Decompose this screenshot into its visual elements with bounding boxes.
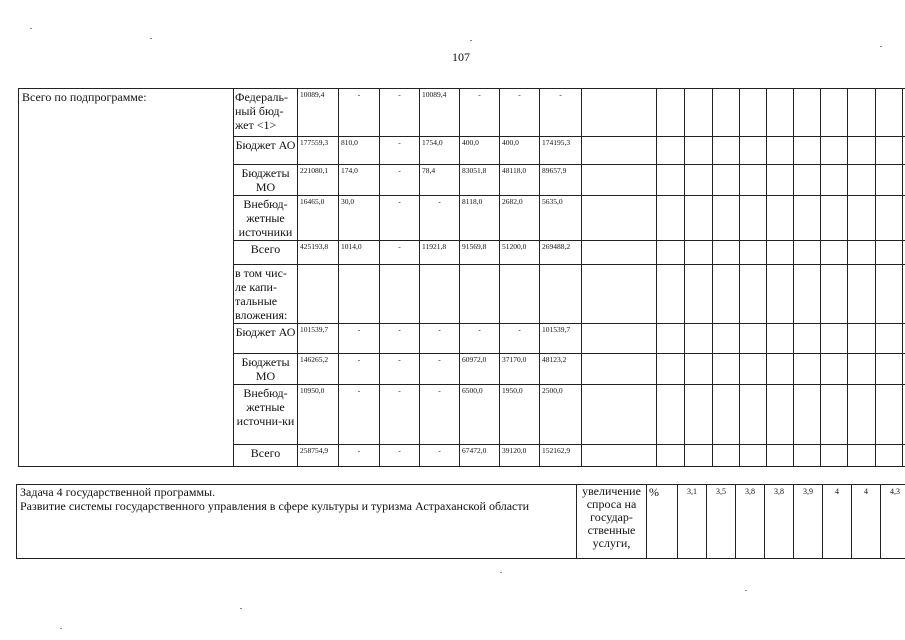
empty-cell <box>685 324 713 354</box>
value-cell <box>540 385 582 445</box>
funding-value: - <box>398 166 401 175</box>
funding-source-cell <box>234 265 298 324</box>
funding-value: - <box>398 386 401 395</box>
task-description: Развитие системы государственного управления в сфере культуры и туризма Астраханской области <box>20 499 530 513</box>
empty-cell <box>848 137 876 165</box>
empty-cell <box>821 385 848 445</box>
empty-cell <box>848 385 876 445</box>
scan-speck <box>60 628 62 629</box>
empty-cell <box>848 196 876 241</box>
value-cell <box>420 137 460 165</box>
empty-cell <box>582 89 657 137</box>
value-cell <box>298 385 339 445</box>
empty-cell <box>848 165 876 196</box>
empty-cell <box>582 324 657 354</box>
funding-source: Бюджеты МО <box>241 355 290 383</box>
empty-cell <box>740 137 767 165</box>
subprogram-label-cell <box>19 89 234 467</box>
empty-cell <box>821 196 848 241</box>
funding-value: - <box>518 90 521 99</box>
empty-cell <box>876 196 903 241</box>
funding-value: - <box>357 446 361 455</box>
empty-cell <box>657 354 685 385</box>
funding-value: 16465,0 <box>300 197 325 206</box>
page-number: 107 <box>452 50 470 64</box>
empty-cell <box>821 265 848 324</box>
funding-source-cell <box>234 445 298 467</box>
funding-value: - <box>478 90 481 99</box>
value-cell <box>420 324 460 354</box>
value-cell <box>540 445 582 467</box>
empty-cell <box>767 265 794 324</box>
funding-value <box>500 265 539 267</box>
funding-source-cell <box>234 324 298 354</box>
empty-cell <box>794 196 821 241</box>
value-cell <box>420 241 460 265</box>
funding-value <box>380 265 419 267</box>
value-cell <box>460 324 500 354</box>
value-cell <box>500 241 540 265</box>
value-cell <box>420 385 460 445</box>
empty-cell <box>582 265 657 324</box>
value-cell <box>540 89 582 137</box>
value-cell <box>380 89 420 137</box>
empty-cell <box>767 324 794 354</box>
value-cell <box>420 354 460 385</box>
empty-cell <box>821 324 848 354</box>
task-title: Задача 4 государственной программы. <box>20 485 216 499</box>
task-value-cell <box>881 485 905 559</box>
funding-value: - <box>398 325 401 334</box>
empty-cell <box>876 165 903 196</box>
value-cell <box>298 354 339 385</box>
funding-value: 39120,0 <box>502 446 527 455</box>
task-value: 4 <box>864 487 868 496</box>
task-value: 3,9 <box>803 487 813 496</box>
value-cell <box>540 137 582 165</box>
task-value: 3,8 <box>774 487 784 496</box>
empty-cell <box>685 196 713 241</box>
empty-cell <box>794 241 821 265</box>
funding-value: - <box>357 386 361 395</box>
funding-value: 174,0 <box>341 166 358 175</box>
task-cell <box>17 485 577 559</box>
scan-speck <box>150 38 152 39</box>
funding-value: 174195,3 <box>542 138 571 147</box>
funding-value: - <box>357 90 361 99</box>
value-cell <box>420 196 460 241</box>
funding-value: 48123,2 <box>542 355 567 364</box>
value-cell <box>500 385 540 445</box>
value-cell <box>540 241 582 265</box>
value-cell <box>420 265 460 324</box>
funding-value: 2500,0 <box>542 386 563 395</box>
empty-cell <box>767 196 794 241</box>
value-cell <box>339 196 380 241</box>
empty-cell <box>582 241 657 265</box>
value-cell <box>298 165 339 196</box>
value-cell <box>380 196 420 241</box>
value-cell <box>500 265 540 324</box>
empty-cell <box>821 165 848 196</box>
task-value: 3,1 <box>687 487 697 496</box>
value-cell <box>380 165 420 196</box>
funding-value: 1950,0 <box>502 386 523 395</box>
funding-value: 425193,8 <box>300 242 329 251</box>
empty-cell <box>876 241 903 265</box>
value-cell <box>540 324 582 354</box>
empty-cell <box>685 265 713 324</box>
funding-source: Внебюд-жетные источники <box>238 197 293 239</box>
task-indicator: увеличение спроса на государ-ственные услуги, <box>582 484 641 550</box>
empty-cell <box>740 354 767 385</box>
funding-value: - <box>438 197 441 206</box>
empty-cell <box>876 89 903 137</box>
empty-cell <box>767 385 794 445</box>
empty-cell <box>767 165 794 196</box>
funding-value: 11921,8 <box>422 242 447 251</box>
empty-cell <box>794 137 821 165</box>
funding-value: 30,0 <box>341 197 355 206</box>
value-cell <box>380 137 420 165</box>
empty-cell <box>848 89 876 137</box>
empty-cell <box>848 445 876 467</box>
empty-cell <box>657 137 685 165</box>
empty-cell <box>740 241 767 265</box>
funding-value <box>540 265 581 267</box>
empty-cell <box>876 385 903 445</box>
empty-cell <box>657 324 685 354</box>
value-cell <box>540 196 582 241</box>
value-cell <box>460 354 500 385</box>
funding-source-cell <box>234 89 298 137</box>
value-cell <box>339 89 380 137</box>
empty-cell <box>821 354 848 385</box>
empty-cell <box>821 241 848 265</box>
empty-cell <box>582 445 657 467</box>
funding-value: 146265,2 <box>300 355 329 364</box>
funding-value: 83051,8 <box>462 166 487 175</box>
funding-source: Внебюд-жетные источни-ки <box>236 386 295 428</box>
empty-cell <box>582 385 657 445</box>
funding-value: - <box>478 325 481 334</box>
empty-cell <box>767 445 794 467</box>
scan-speck <box>30 28 32 29</box>
funding-source: Всего <box>250 242 281 256</box>
value-cell <box>298 265 339 324</box>
empty-cell <box>685 241 713 265</box>
value-cell <box>460 445 500 467</box>
empty-cell <box>794 165 821 196</box>
empty-cell <box>821 445 848 467</box>
task-value-cell <box>707 485 736 559</box>
value-cell <box>339 265 380 324</box>
value-cell <box>339 445 380 467</box>
task-value-cell <box>765 485 794 559</box>
value-cell <box>339 241 380 265</box>
funding-source: Бюджет АО <box>235 325 296 339</box>
value-cell <box>500 324 540 354</box>
funding-source: Всего <box>250 446 281 460</box>
value-cell <box>500 89 540 137</box>
funding-source: Бюджет АО <box>235 138 296 152</box>
value-cell <box>339 354 380 385</box>
empty-cell <box>767 137 794 165</box>
value-cell <box>298 241 339 265</box>
empty-cell <box>876 445 903 467</box>
table-row <box>19 89 905 137</box>
empty-cell <box>794 385 821 445</box>
empty-cell <box>848 324 876 354</box>
empty-cell <box>767 354 794 385</box>
empty-cell <box>713 445 740 467</box>
value-cell <box>380 324 420 354</box>
funding-value: - <box>438 325 441 334</box>
value-cell <box>460 89 500 137</box>
funding-value: 78,4 <box>422 166 436 175</box>
empty-cell <box>740 165 767 196</box>
funding-value: 221080,1 <box>300 166 329 175</box>
empty-cell <box>821 89 848 137</box>
empty-cell <box>657 165 685 196</box>
empty-cell <box>740 445 767 467</box>
funding-value: 10089,4 <box>300 90 325 99</box>
empty-cell <box>713 89 740 137</box>
empty-cell <box>740 89 767 137</box>
empty-cell <box>848 265 876 324</box>
funding-value: - <box>357 325 361 334</box>
value-cell <box>298 445 339 467</box>
funding-value: 101539,7 <box>300 325 329 334</box>
funding-value: - <box>518 325 521 334</box>
empty-cell <box>657 89 685 137</box>
empty-cell <box>713 165 740 196</box>
task-4-table <box>16 484 905 559</box>
empty-cell <box>685 137 713 165</box>
funding-value: 177559,3 <box>300 138 329 147</box>
funding-value: - <box>398 242 401 251</box>
empty-cell <box>848 354 876 385</box>
funding-value: 6500,0 <box>462 386 483 395</box>
funding-source-cell <box>234 196 298 241</box>
value-cell <box>339 324 380 354</box>
subprogram-label: Всего по подпрограмме: <box>22 90 147 104</box>
empty-cell <box>876 324 903 354</box>
funding-value: 10089,4 <box>422 90 447 99</box>
empty-cell <box>740 196 767 241</box>
empty-cell <box>767 241 794 265</box>
value-cell <box>298 137 339 165</box>
subprogram-funding-table <box>18 88 905 467</box>
value-cell <box>298 89 339 137</box>
funding-value: 48118,0 <box>502 166 527 175</box>
funding-source: Федераль-ный бюд-жет <1> <box>235 90 288 132</box>
funding-value: - <box>357 355 361 364</box>
value-cell <box>380 385 420 445</box>
empty-cell <box>713 324 740 354</box>
empty-cell <box>794 265 821 324</box>
value-cell <box>420 89 460 137</box>
funding-value: 400,0 <box>462 138 479 147</box>
funding-value <box>339 265 379 267</box>
empty-cell <box>876 137 903 165</box>
value-cell <box>460 196 500 241</box>
value-cell <box>339 137 380 165</box>
funding-value: 5635,0 <box>542 197 563 206</box>
funding-value: - <box>438 386 441 395</box>
unit-cell <box>647 485 678 559</box>
funding-value: 258754,9 <box>300 446 329 455</box>
empty-cell <box>848 241 876 265</box>
empty-cell <box>582 165 657 196</box>
value-cell <box>540 165 582 196</box>
funding-source: в том чис-ле капи-тальные вложения: <box>235 266 288 322</box>
value-cell <box>460 265 500 324</box>
empty-cell <box>794 89 821 137</box>
value-cell <box>500 354 540 385</box>
funding-value: - <box>398 355 401 364</box>
value-cell <box>339 165 380 196</box>
funding-source-cell <box>234 241 298 265</box>
funding-source: Бюджеты МО <box>241 166 290 194</box>
funding-value: 101539,7 <box>542 325 571 334</box>
task-value: 4,3 <box>890 487 900 496</box>
value-cell <box>339 385 380 445</box>
scan-speck <box>500 572 502 573</box>
funding-value: - <box>398 197 401 206</box>
scan-speck <box>470 40 472 41</box>
funding-value: 1754,0 <box>422 138 443 147</box>
funding-value: 89657,9 <box>542 166 567 175</box>
empty-cell <box>794 445 821 467</box>
value-cell <box>380 265 420 324</box>
empty-cell <box>582 196 657 241</box>
funding-source-cell <box>234 354 298 385</box>
funding-value: 8118,0 <box>462 197 483 206</box>
funding-value <box>460 265 499 267</box>
empty-cell <box>713 241 740 265</box>
value-cell <box>380 354 420 385</box>
funding-value <box>420 265 459 267</box>
empty-cell <box>767 89 794 137</box>
empty-cell <box>685 165 713 196</box>
value-cell <box>500 445 540 467</box>
task-value: 3,8 <box>745 487 755 496</box>
empty-cell <box>582 137 657 165</box>
funding-value: 1014,0 <box>341 242 362 251</box>
funding-source-cell <box>234 165 298 196</box>
funding-value: 10950,0 <box>300 386 325 395</box>
value-cell <box>460 241 500 265</box>
value-cell <box>298 324 339 354</box>
empty-cell <box>657 241 685 265</box>
value-cell <box>460 385 500 445</box>
task-value-cell <box>823 485 852 559</box>
empty-cell <box>685 445 713 467</box>
funding-value: 60972,0 <box>462 355 487 364</box>
value-cell <box>500 165 540 196</box>
empty-cell <box>582 354 657 385</box>
funding-value: - <box>398 138 401 147</box>
empty-cell <box>685 354 713 385</box>
funding-value: 269488,2 <box>542 242 571 251</box>
value-cell <box>380 241 420 265</box>
scan-speck <box>745 590 747 591</box>
empty-cell <box>794 324 821 354</box>
empty-cell <box>657 265 685 324</box>
empty-cell <box>713 196 740 241</box>
task-value-cell <box>794 485 823 559</box>
funding-value: 2682,0 <box>502 197 523 206</box>
funding-value: - <box>559 90 562 99</box>
empty-cell <box>713 385 740 445</box>
task-value-cell <box>852 485 881 559</box>
empty-cell <box>713 354 740 385</box>
value-cell <box>420 165 460 196</box>
empty-cell <box>685 385 713 445</box>
funding-source-cell <box>234 385 298 445</box>
empty-cell <box>657 445 685 467</box>
empty-cell <box>740 265 767 324</box>
funding-value: 810,0 <box>341 138 358 147</box>
funding-value: - <box>438 355 441 364</box>
task-value-cell <box>736 485 765 559</box>
value-cell <box>420 445 460 467</box>
value-cell <box>298 196 339 241</box>
task-value: 3,5 <box>716 487 726 496</box>
funding-value: 152162,9 <box>542 446 571 455</box>
task-unit: % <box>649 485 659 499</box>
funding-value: - <box>398 446 401 455</box>
funding-value: 91569,8 <box>462 242 487 251</box>
empty-cell <box>713 265 740 324</box>
task-value: 4 <box>835 487 839 496</box>
scan-speck <box>240 608 242 609</box>
value-cell <box>380 445 420 467</box>
funding-value: 37170,0 <box>502 355 527 364</box>
empty-cell <box>794 354 821 385</box>
scan-speck <box>880 46 882 47</box>
funding-value: 400,0 <box>502 138 519 147</box>
funding-value: 51200,0 <box>502 242 527 251</box>
funding-value: 67472,0 <box>462 446 487 455</box>
value-cell <box>500 196 540 241</box>
task-value-cell <box>678 485 707 559</box>
value-cell <box>460 165 500 196</box>
empty-cell <box>657 385 685 445</box>
value-cell <box>460 137 500 165</box>
funding-value: - <box>438 446 441 455</box>
empty-cell <box>821 137 848 165</box>
empty-cell <box>657 196 685 241</box>
indicator-cell <box>577 485 647 559</box>
empty-cell <box>876 265 903 324</box>
empty-cell <box>740 324 767 354</box>
empty-cell <box>685 89 713 137</box>
empty-cell <box>740 385 767 445</box>
funding-value: - <box>398 90 401 99</box>
value-cell <box>540 265 582 324</box>
value-cell <box>540 354 582 385</box>
funding-source-cell <box>234 137 298 165</box>
empty-cell <box>713 137 740 165</box>
funding-value <box>298 265 338 267</box>
value-cell <box>500 137 540 165</box>
empty-cell <box>876 354 903 385</box>
